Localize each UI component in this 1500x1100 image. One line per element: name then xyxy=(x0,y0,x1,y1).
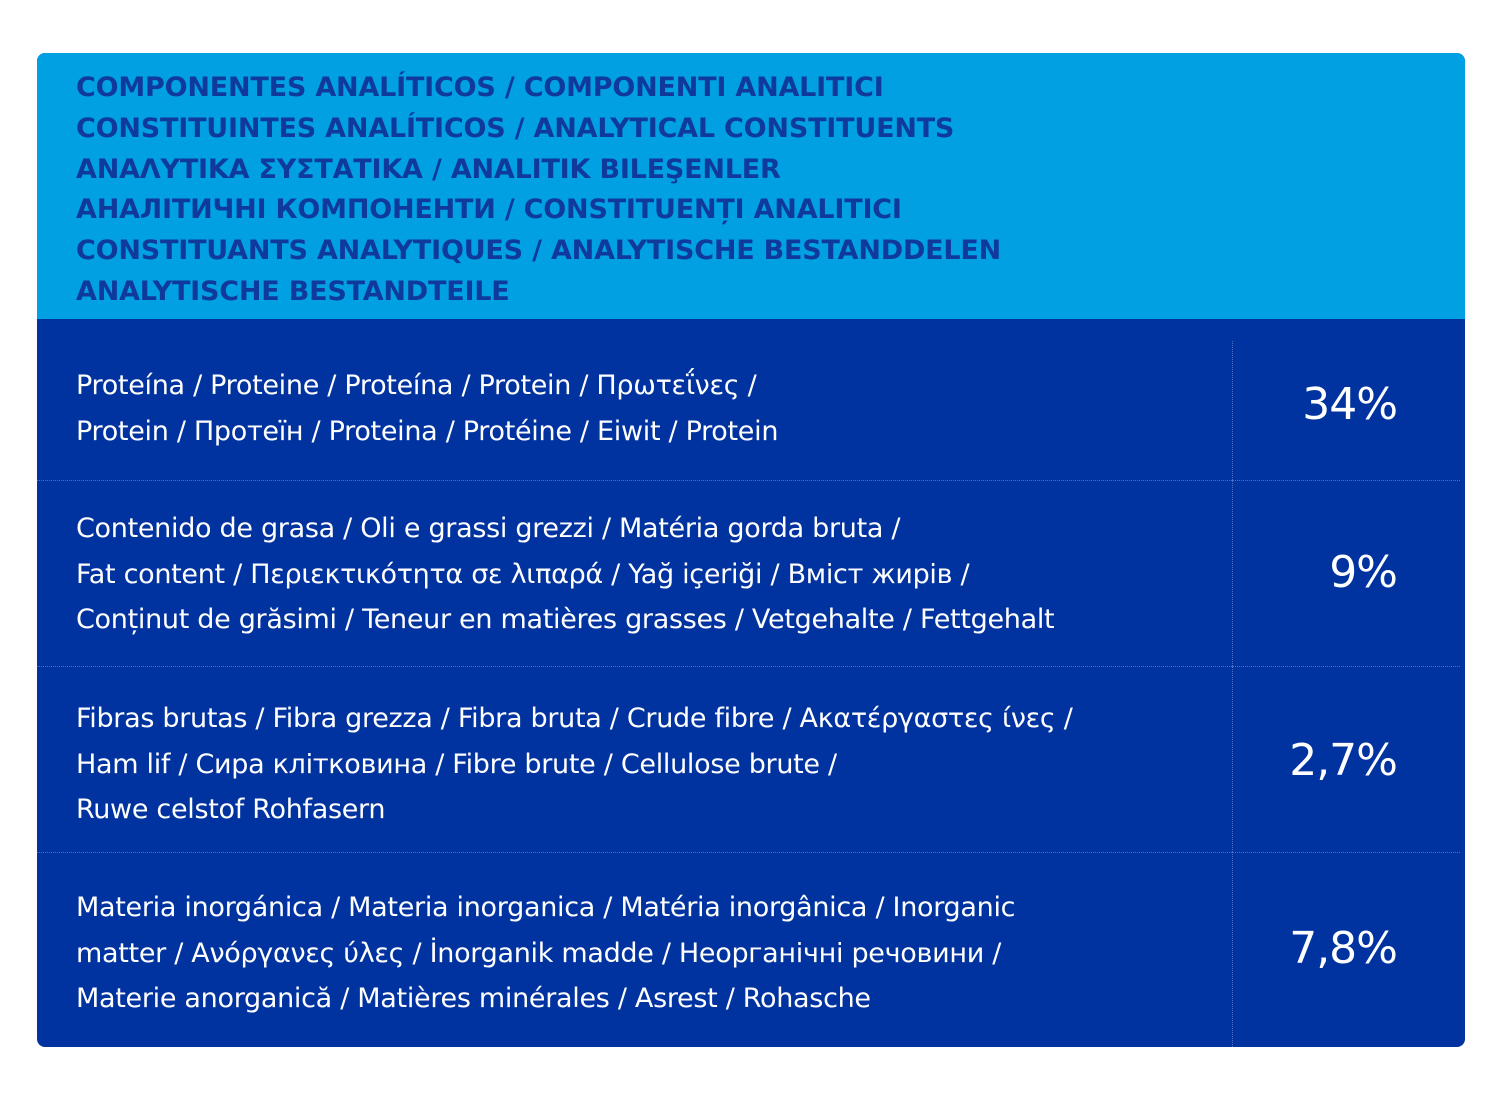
label-line: Ham lif / Сира клітковина / Fibre brute / Cellulose brute / xyxy=(76,748,837,780)
label-line: Conținut de grăsimi / Teneur en matières grasses / Vetgehalte / Fettgehalt xyxy=(76,604,1055,635)
constituent-label xyxy=(76,696,1226,833)
constituents-table xyxy=(37,319,1465,1047)
column-divider xyxy=(1232,852,1233,1047)
label-line: Fat content / Περιεκτικότητα σε λιπαρά / Yağ içeriği / Вміст жирів / xyxy=(76,558,970,590)
table-row xyxy=(37,480,1465,666)
analytical-constituents-panel xyxy=(37,53,1465,1047)
label-line: Proteína / Proteine / Proteína / Protein / Πρωτεΐνες / xyxy=(76,370,757,401)
label-line: Fibras brutas / Fibra grezza / Fibra bruta / Crude fibre / Ακατέργαστες ίνες / xyxy=(76,703,1073,734)
label-line: Protein / Протеїн / Proteina / Protéine / Eiwit / Protein xyxy=(76,415,779,447)
constituent-label xyxy=(76,506,1226,643)
constituent-value: 2,7% xyxy=(1289,735,1397,786)
label-line: Materia inorgánica / Materia inorganica / Matéria inorgânica / Inorganic xyxy=(76,892,1016,923)
label-line: Contenido de grasa / Oli e grassi grezzi / Matéria gorda bruta / xyxy=(76,513,901,544)
constituent-value: 7,8% xyxy=(1289,923,1397,974)
table-row xyxy=(37,666,1465,852)
header-line: CONSTITUINTES ANALÍTICOS / ANALYTICAL CONSTITUENTS xyxy=(76,112,955,144)
table-row xyxy=(37,852,1465,1047)
label-line: Materie anorganică / Matières minérales / Asrest / Rohasche xyxy=(76,983,871,1014)
column-divider xyxy=(1232,341,1233,480)
label-line: Ruwe celstof Rohfasern xyxy=(76,794,386,825)
label-line: matter / Ανόργανες ύλες / İnorganik madde / Неорганічні речовини / xyxy=(76,937,1002,969)
constituent-label xyxy=(76,363,1226,454)
header-line: АНАЛІТИЧНІ КОМПОНЕНТИ / CONSTITUENȚI ANALITICI xyxy=(76,194,902,226)
table-row xyxy=(37,319,1465,480)
header-line: ANALYTISCHE BESTANDTEILE xyxy=(76,275,510,307)
header-line: CONSTITUANTS ANALYTIQUES / ANALYTISCHE BESTANDDELEN xyxy=(76,235,1002,267)
constituent-value: 34% xyxy=(1302,379,1397,430)
constituent-label xyxy=(76,885,1226,1022)
column-divider xyxy=(1232,480,1233,666)
constituent-value: 9% xyxy=(1329,547,1397,598)
panel-header xyxy=(37,53,1465,319)
header-line: ΑΝΑΛΥΤΙΚΑ ΣΥΣΤΑΤΙΚΑ / ANALITIK BILEŞENLER xyxy=(76,153,781,185)
column-divider xyxy=(1232,666,1233,852)
header-line: COMPONENTES ANALÍTICOS / COMPONENTI ANALITICI xyxy=(76,72,884,103)
